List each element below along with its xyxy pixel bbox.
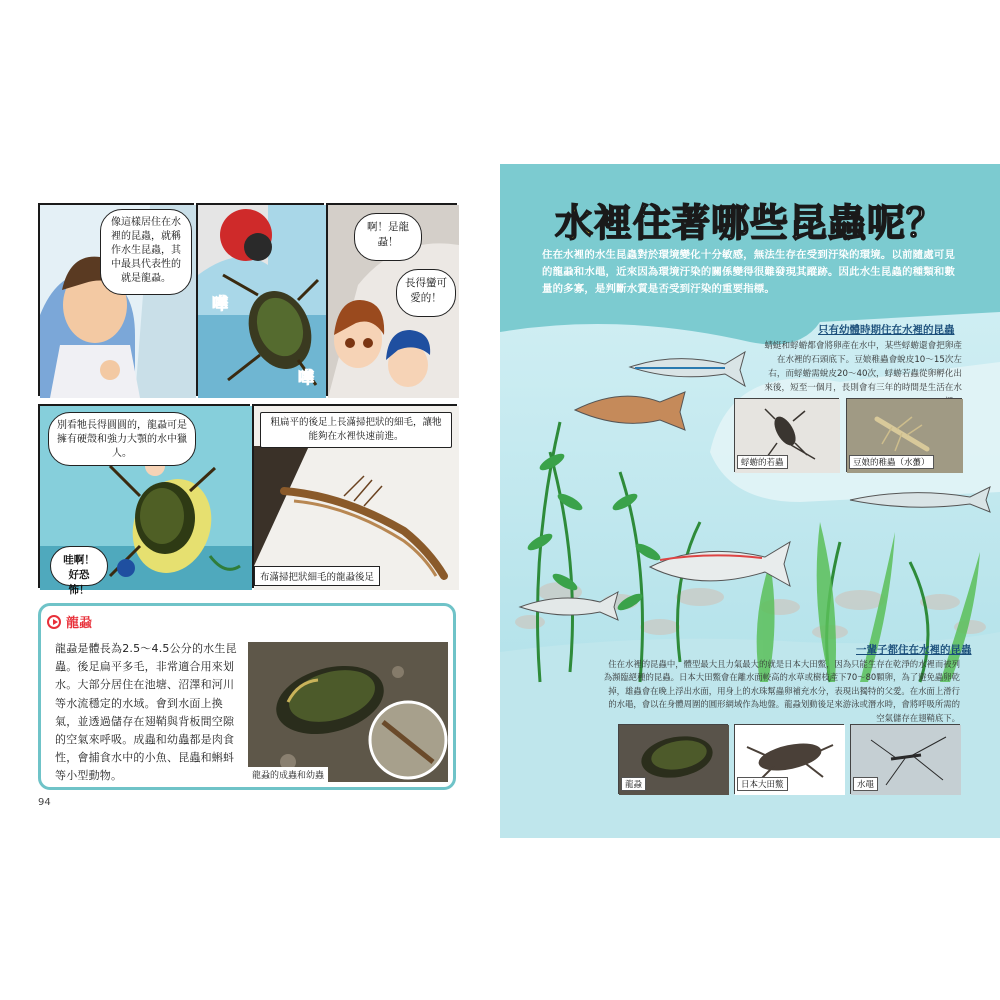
comic-panel-3 [326,203,457,396]
intro-paragraph: 住在水裡的水生昆蟲對於環境變化十分敏感，無法生存在受到汙染的環境。以前隨處可見的龍蝨和水黽，近來因為環境汙染的關係變得很難發現其蹤跡。因此水生昆蟲的種類和數量的多寡，是判斷水質是否受到汙染的重要指標。 [542,249,956,295]
speech-bubble: 長得蠻可愛的！ [396,269,456,317]
photo-caption: 蜉蝣的若蟲 [737,455,788,469]
speech-bubble: 哇啊！好恐怖！ [50,546,108,586]
info-box-title: 龍蝨 [66,616,93,631]
page-title [500,192,1000,247]
info-box-text: 龍蝨是體長為2.5～4.5公分的水生昆蟲。後足扁平多毛，非常適合用來划水。大部分居住在池塘、沼澤和河川等水流穩定的水域。會到水面上換氣，並透過儲存在翅鞘與背板間空隙的空氣來呼吸。成蟲和幼蟲都是肉食性，會捕食水中的小魚、昆蟲和蝌蚪等小型動物。 [55,642,237,783]
photo-caption: 龍蝨的成蟲和幼蟲 [248,767,328,782]
comic-panel-4 [38,404,250,596]
section-1-title: 只有幼體時期住在水裡的昆蟲 [818,324,955,336]
giant-water-bug-photo [734,724,844,794]
section-2-text: 住在水裡的昆蟲中，體型最大且力氣最大的就是日本大田鱉，因為只能生存在乾淨的水裡而被列為瀕臨絕種的昆蟲。日本大田鱉會在離水面較高的水草或樹枝產下70～80顆卵，為了避免蟲卵乾掉，雄蟲會在晚上浮出水面，用身上的水珠幫蟲卵補充水分，表現出獨特的父愛。在水面上滑行的水黽，會以在身體周圍的圓形網域作為地盤。龍蝨划動後足來游泳或潛水時，會將呼吸所需的空氣儲存在翅鞘底下。 [603,659,960,723]
play-circle-icon [47,615,61,629]
section-2-title: 一輩子都住在水裡的昆蟲 [856,644,972,656]
diving-beetle-photo [618,724,728,794]
sound-effect: 嘩 [212,294,229,313]
page-number: 94 [38,797,51,808]
photo-caption: 豆娘的稚蟲（水蠆） [849,455,934,469]
info-box-diving-beetle [38,603,456,790]
comic-panel-2 [196,203,324,396]
photo-caption: 日本大田鱉 [737,777,788,791]
title-rest: 住著哪些昆蟲呢？ [633,201,946,245]
damselfly-larva-photo [846,398,962,472]
water-strider-photo [850,724,960,794]
speech-bubble: 像這樣居住在水裡的昆蟲，就稱作水生昆蟲，其中最具代表性的就是龍蝨。 [100,209,192,295]
underwater-scene [500,302,1000,838]
speech-bubble: 啊！是龍蝨！ [354,213,422,261]
narration-box: 粗扁平的後足上長滿掃把狀的細毛，讓牠能夠在水裡快速前進。 [260,412,452,448]
comic-panel-5 [252,404,457,588]
mayfly-nymph-photo [734,398,839,472]
photo-caption: 水黽 [853,777,878,791]
comic-panel-1 [38,203,194,396]
photo-caption: 龍蝨 [621,777,646,791]
photo-caption: 布滿掃把狀細毛的龍蝨後足 [254,566,380,586]
title-highlight: 水裡 [554,201,633,245]
info-box-header [47,612,92,631]
diving-beetle-photo [248,642,448,782]
sound-effect: 嘩 [298,368,315,387]
section-1-text: 蜻蜓和蜉蝣都會將卵產在水中，某些蜉蝣還會把卵產在水裡的石頭底下。豆娘稚蟲會蛻皮10～15次左右，而蜉蝣需蛻皮20～40次，蜉蝣若蟲從卵孵化出來後，短至一個月，長則會有三年的時間是生活在水 [764,341,962,393]
right-page [500,164,1000,838]
diving-beetle-image [248,642,448,782]
speech-bubble: 別看牠長得圓圓的，龍蝨可是擁有硬殼和強力大顎的水中獵人。 [48,412,196,466]
